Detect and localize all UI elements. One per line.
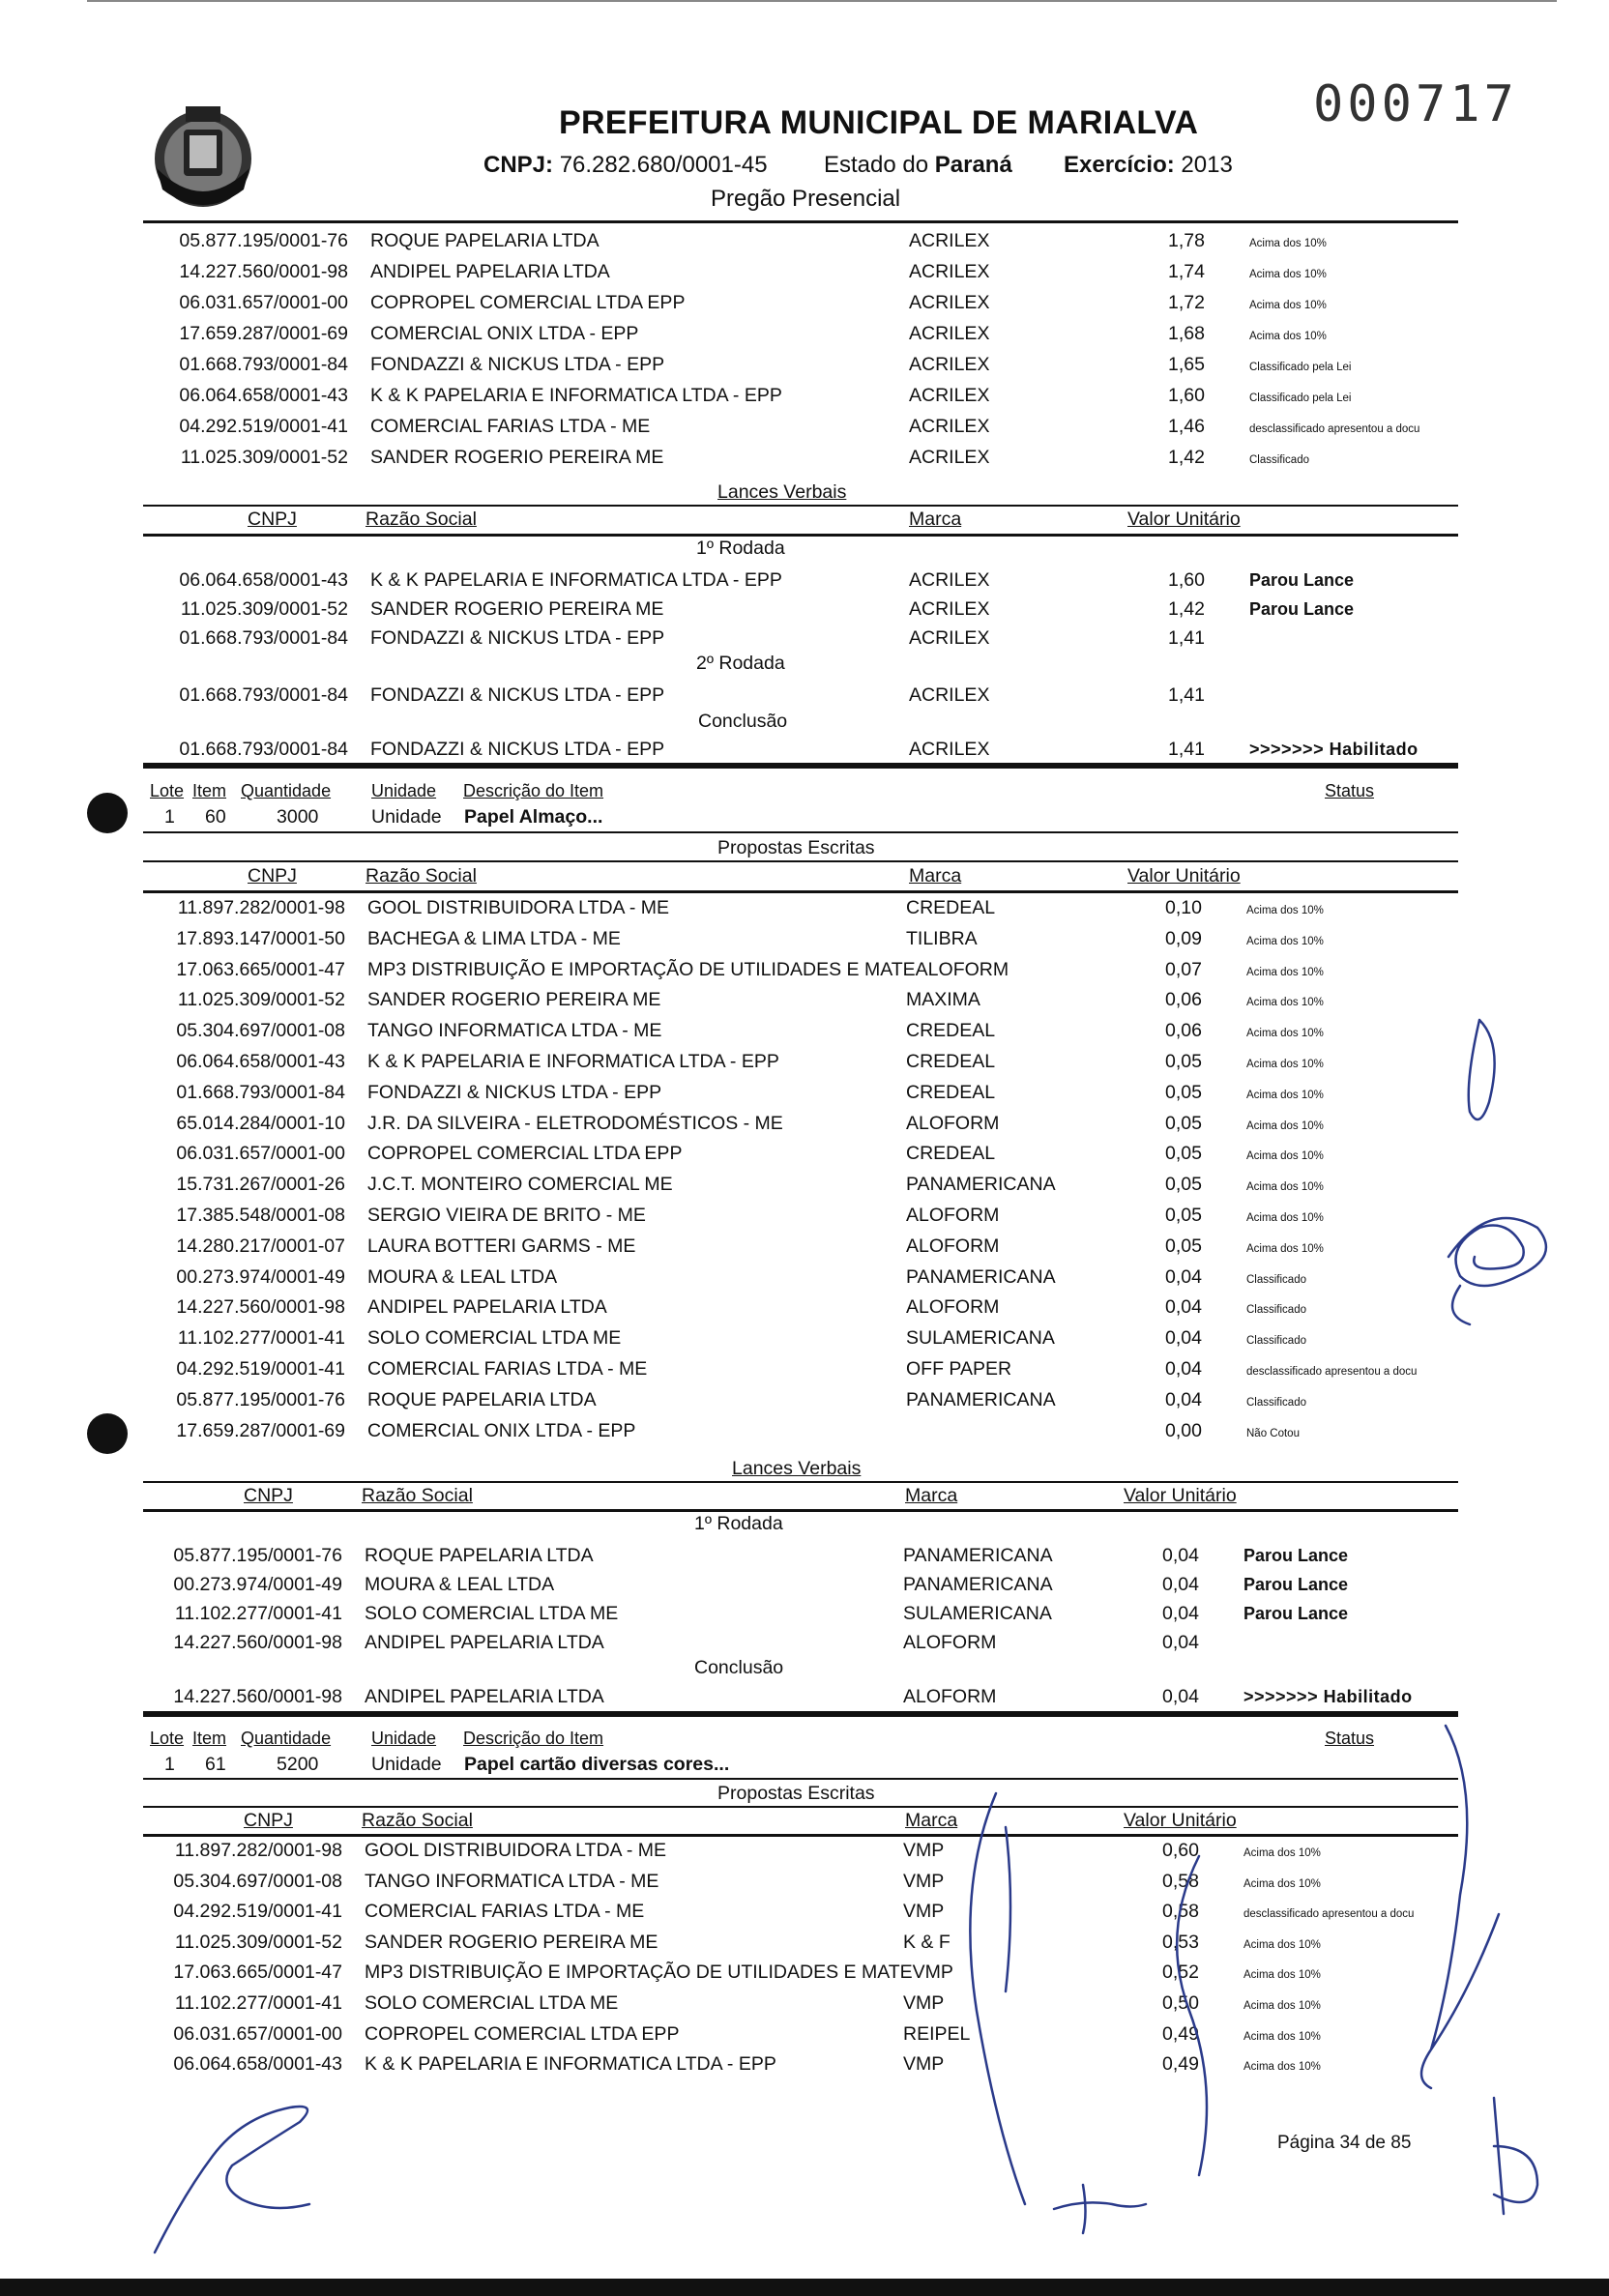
status-cell: >>>>>>> Habilitado	[1249, 740, 1419, 759]
unit-price-cell: 1,72	[1168, 292, 1205, 313]
company-name-cell: COMERCIAL ONIX LTDA - EPP	[370, 323, 639, 344]
brand-cell: ACRILEX	[909, 569, 990, 591]
brand-cell: PANAMERICANA	[906, 1265, 1056, 1288]
company-name-cell: ANDIPEL PAPELARIA LTDA	[365, 1686, 604, 1707]
cnpj-cell: 06.064.658/0001-43	[173, 2053, 342, 2076]
unit-price-cell: 0,04	[1162, 1574, 1199, 1595]
brand-cell: ACRILEX	[909, 323, 990, 344]
company-name-cell: COMERCIAL ONIX LTDA - EPP	[367, 1419, 636, 1441]
cnpj-cell: 04.292.519/0001-41	[176, 1358, 345, 1380]
company-name-cell: COMERCIAL FARIAS LTDA - ME	[365, 1901, 645, 1923]
unit-price-cell: 0,05	[1165, 1143, 1202, 1165]
status-cell: Parou Lance	[1249, 599, 1355, 619]
company-name-cell: ROQUE PAPELARIA LTDA	[365, 1545, 594, 1566]
cnpj-cell: 14.227.560/0001-98	[176, 1296, 345, 1319]
company-name-cell: J.C.T. MONTEIRO COMERCIAL ME	[367, 1174, 673, 1196]
brand-cell: ACRILEX	[909, 447, 990, 468]
header-valor-unitario: Valor Unitário	[1127, 509, 1241, 530]
brand-cell: ACRILEX	[909, 739, 990, 760]
cnpj-value: 76.282.680/0001-45	[559, 152, 768, 178]
brand-cell: ACRILEX	[909, 261, 990, 282]
unit-price-cell: 0,06	[1165, 1020, 1202, 1042]
status-cell: desclassificado apresentou a docu	[1246, 1366, 1418, 1378]
header-marca: Marca	[909, 509, 962, 530]
cnpj-cell: 05.304.697/0001-08	[176, 1020, 345, 1042]
unit-price-cell: 0,09	[1165, 927, 1202, 949]
section-lances-verbais: Lances Verbais	[717, 481, 847, 503]
company-name-cell: ANDIPEL PAPELARIA LTDA	[370, 261, 610, 282]
header-status: Status	[1325, 1729, 1375, 1748]
brand-cell: PANAMERICANA	[903, 1545, 1053, 1566]
status-cell: Acima dos 10%	[1246, 1212, 1324, 1224]
conclusion-label: Conclusão	[698, 711, 788, 732]
company-name-cell: SERGIO VIEIRA DE BRITO - ME	[367, 1205, 646, 1226]
status-cell: Acima dos 10%	[1246, 1028, 1324, 1040]
status-cell: Acima dos 10%	[1246, 997, 1324, 1009]
brand-cell: CREDEAL	[906, 897, 996, 918]
company-name-cell: TANGO INFORMATICA LTDA - ME	[367, 1020, 662, 1042]
status-cell: Parou Lance	[1243, 1575, 1349, 1594]
unit-price-cell: 0,05	[1165, 1051, 1202, 1072]
round-1-label: 1º Rodada	[694, 1513, 783, 1534]
brand-cell: ACRILEX	[909, 416, 990, 437]
brand-cell: CREDEAL	[906, 1051, 996, 1072]
company-name-cell: COMERCIAL FARIAS LTDA - ME	[367, 1358, 648, 1380]
status-cell: Acima dos 10%	[1243, 2061, 1321, 2074]
header-item: Item	[192, 781, 227, 800]
cnpj-cell: 17.659.287/0001-69	[176, 1419, 345, 1441]
cnpj-cell: 05.877.195/0001-76	[179, 230, 348, 251]
company-name-cell: FONDAZZI & NICKUS LTDA - EPP	[370, 354, 665, 375]
unit-price-cell: 0,60	[1162, 1840, 1199, 1861]
status-cell: Acima dos 10%	[1246, 935, 1324, 947]
header-razao-social: Razão Social	[366, 509, 477, 530]
header-cnpj: CNPJ	[244, 1810, 293, 1831]
status-cell: Acima dos 10%	[1246, 1089, 1324, 1101]
brand-cell: ALOFORM	[903, 1686, 997, 1707]
brand-cell: VMP	[903, 1840, 945, 1861]
header-unidade: Unidade	[371, 1729, 437, 1748]
brand-cell: SULAMERICANA	[906, 1327, 1055, 1350]
company-name-cell: SANDER ROGERIO PEREIRA ME	[365, 1931, 658, 1953]
round-2-label: 2º Rodada	[696, 653, 785, 674]
header-razao-social: Razão Social	[366, 865, 477, 886]
company-name-cell: FONDAZZI & NICKUS LTDA - EPP	[370, 627, 665, 649]
company-name-cell: SANDER ROGERIO PEREIRA ME	[367, 989, 661, 1011]
company-name-cell: MOURA & LEAL LTDA	[365, 1574, 555, 1595]
cnpj-label: CNPJ: 76.282.680/0001-45	[483, 152, 768, 178]
header-cnpj: CNPJ	[248, 509, 297, 530]
unit: Unidade	[371, 1754, 442, 1775]
company-name-cell: FONDAZZI & NICKUS LTDA - EPP	[370, 739, 665, 760]
status-cell: Acima dos 10%	[1249, 269, 1327, 280]
status-cell: Classificado pela Lei	[1249, 362, 1352, 373]
company-name-cell: J.R. DA SILVEIRA - ELETRODOMÉSTICOS - ME	[367, 1112, 783, 1134]
unit-price-cell: 1,68	[1168, 323, 1205, 344]
cnpj-cell: 11.102.277/0001-41	[174, 1603, 342, 1624]
header-marca: Marca	[905, 1485, 958, 1506]
unit-price-cell: 0,52	[1162, 1962, 1199, 1984]
brand-cell: ALOFORM	[906, 1112, 1000, 1134]
header-valor-unitario: Valor Unitário	[1124, 1810, 1237, 1831]
header-status: Status	[1325, 781, 1375, 800]
section-lances-verbais: Lances Verbais	[732, 1458, 862, 1479]
brand-cell: K & F	[903, 1931, 951, 1953]
cnpj-cell: 17.659.287/0001-69	[179, 323, 348, 344]
item-number: 60	[205, 806, 226, 828]
status-cell: Acima dos 10%	[1243, 2030, 1321, 2043]
status-cell: Acima dos 10%	[1246, 905, 1324, 916]
cnpj-cell: 11.897.282/0001-98	[174, 1840, 342, 1861]
status-cell: Classificado	[1246, 1396, 1306, 1409]
brand-cell: VMP	[903, 1992, 945, 2014]
company-name-cell: MOURA & LEAL LTDA	[367, 1265, 558, 1288]
unit-price-cell: 0,53	[1162, 1931, 1199, 1953]
unit-price-cell: 0,04	[1162, 1686, 1199, 1707]
cnpj-cell: 00.273.974/0001-49	[176, 1265, 345, 1288]
brand-cell: VMP	[903, 1870, 945, 1892]
unit-price-cell: 0,04	[1162, 1603, 1199, 1624]
brand-cell: CREDEAL	[906, 1020, 996, 1042]
company-name-cell: COMERCIAL FARIAS LTDA - ME	[370, 416, 651, 437]
brand-cell: ACRILEX	[909, 292, 990, 313]
unit-price-cell: 0,05	[1165, 1081, 1202, 1103]
brand-cell: ALOFORM	[906, 1235, 1000, 1257]
unit-price-cell: 0,04	[1162, 1545, 1199, 1566]
status-cell: Acima dos 10%	[1246, 1119, 1324, 1132]
brand-cell: ACRILEX	[909, 598, 990, 620]
unit-price-cell: 0,50	[1162, 1992, 1199, 2014]
unit-price-cell: 0,06	[1165, 989, 1202, 1011]
cnpj-cell: 14.227.560/0001-98	[179, 261, 348, 282]
unit-price-cell: 0,00	[1165, 1419, 1202, 1441]
header-marca: Marca	[909, 865, 962, 886]
status-cell: Parou Lance	[1243, 1604, 1349, 1623]
cnpj-cell: 01.668.793/0001-84	[179, 684, 348, 706]
cnpj-cell: 11.025.309/0001-52	[180, 598, 348, 620]
status-cell: Acima dos 10%	[1249, 331, 1327, 342]
cnpj-cell: 01.668.793/0001-84	[176, 1081, 345, 1103]
item-description: Papel Almaço...	[464, 806, 603, 828]
brand-cell: PANAMERICANA	[906, 1174, 1056, 1196]
status-cell: Classificado pela Lei	[1249, 392, 1352, 404]
company-name-cell: BACHEGA & LIMA LTDA - ME	[367, 927, 621, 949]
page-title: PREFEITURA MUNICIPAL DE MARIALVA	[559, 104, 1199, 141]
unit-price-cell: 1,46	[1168, 416, 1205, 437]
unit-price-cell: 0,58	[1162, 1901, 1199, 1923]
cnpj-cell: 65.014.284/0001-10	[176, 1112, 345, 1134]
brand-cell: PANAMERICANA	[903, 1574, 1053, 1595]
status-cell: Acima dos 10%	[1243, 1969, 1321, 1982]
cnpj-cell: 06.031.657/0001-00	[173, 2022, 342, 2045]
cnpj-cell: 11.025.309/0001-52	[177, 989, 345, 1011]
unit-price-cell: 1,60	[1168, 385, 1205, 406]
header-lote: Lote	[150, 781, 185, 800]
brand-cell: TILIBRA	[906, 927, 978, 949]
unit-price-cell: 0,04	[1165, 1358, 1202, 1380]
brand-cell: ALOFORM	[906, 1296, 1000, 1319]
section-propostas-escritas: Propostas Escritas	[717, 837, 875, 858]
brand-cell: CREDEAL	[906, 1081, 996, 1103]
unit-price-cell: 1,41	[1168, 739, 1205, 760]
conclusion-label: Conclusão	[694, 1657, 784, 1678]
header-razao-social: Razão Social	[362, 1810, 473, 1831]
cnpj-cell: 05.877.195/0001-76	[176, 1388, 345, 1410]
cnpj-cell: 06.064.658/0001-43	[176, 1051, 345, 1072]
lot-number: 1	[164, 806, 175, 828]
company-name-cell: K & K PAPELARIA E INFORMATICA LTDA - EPP	[370, 385, 782, 406]
unit-price-cell: 0,05	[1165, 1235, 1202, 1257]
status-cell: Acima dos 10%	[1243, 1938, 1321, 1951]
brand-cell: PANAMERICANA	[906, 1388, 1056, 1410]
cnpj-cell: 14.280.217/0001-07	[176, 1235, 345, 1257]
brand-cell: ALOFORM	[906, 1205, 1000, 1226]
header-quantidade: Quantidade	[241, 1729, 332, 1748]
company-name-cell: SOLO COMERCIAL LTDA ME	[367, 1327, 622, 1350]
header-descricao: Descrição do Item	[463, 1729, 604, 1748]
cnpj-cell: 05.304.697/0001-08	[173, 1870, 342, 1892]
company-name-cell: GOOL DISTRIBUIDORA LTDA - ME	[365, 1840, 667, 1861]
company-name-cell: COPROPEL COMERCIAL LTDA EPP	[365, 2022, 680, 2045]
header-lote: Lote	[150, 1729, 185, 1748]
status-cell: Não Cotou	[1246, 1427, 1300, 1439]
cnpj-cell: 00.273.974/0001-49	[173, 1574, 342, 1595]
cnpj-cell: 17.063.665/0001-47	[173, 1962, 342, 1984]
company-name-cell: SOLO COMERCIAL LTDA ME	[365, 1603, 619, 1624]
company-name-cell: ROQUE PAPELARIA LTDA	[367, 1388, 597, 1410]
header-valor-unitario: Valor Unitário	[1124, 1485, 1237, 1506]
brand-cell: ACRILEX	[909, 627, 990, 649]
section-propostas-escritas: Propostas Escritas	[717, 1783, 875, 1804]
unit-price-cell: 0,04	[1165, 1327, 1202, 1350]
status-cell: Parou Lance	[1243, 1546, 1349, 1565]
company-name-cell: SOLO COMERCIAL LTDA ME	[365, 1992, 619, 2014]
header-item: Item	[192, 1729, 227, 1748]
cnpj-cell: 01.668.793/0001-84	[179, 354, 348, 375]
header-quantidade: Quantidade	[241, 781, 332, 800]
unit-price-cell: 1,60	[1168, 569, 1205, 591]
unit-price-cell: 1,78	[1168, 230, 1205, 251]
status-cell: desclassificado apresentou a docu	[1243, 1908, 1415, 1921]
cnpj-cell: 11.025.309/0001-52	[180, 447, 348, 468]
company-name-cell: SANDER ROGERIO PEREIRA ME	[370, 598, 664, 620]
company-name-cell: K & K PAPELARIA E INFORMATICA LTDA - EPP	[370, 569, 782, 591]
cnpj-cell: 14.227.560/0001-98	[173, 1686, 342, 1707]
company-name-cell: TANGO INFORMATICA LTDA - ME	[365, 1870, 659, 1892]
company-name-cell: ROQUE PAPELARIA LTDA	[370, 230, 600, 251]
company-name-cell: COPROPEL COMERCIAL LTDA EPP	[367, 1143, 683, 1165]
cnpj-cell: 05.877.195/0001-76	[173, 1545, 342, 1566]
company-name-cell: FONDAZZI & NICKUS LTDA - EPP	[370, 684, 665, 706]
exercise-info: Exercício: 2013	[1064, 152, 1233, 178]
cnpj-cell: 15.731.267/0001-26	[176, 1174, 345, 1196]
cnpj-cell: 06.031.657/0001-00	[179, 292, 348, 313]
brand-cell: ALOFORM	[903, 1632, 997, 1653]
unit-price-cell: 0,05	[1165, 1112, 1202, 1134]
brand-cell: ACRILEX	[909, 230, 990, 251]
company-name-cell: K & K PAPELARIA E INFORMATICA LTDA - EPP	[365, 2053, 776, 2076]
status-cell: Acima dos 10%	[1249, 238, 1327, 249]
cnpj-cell: 11.897.282/0001-98	[177, 897, 345, 918]
company-name-cell: SANDER ROGERIO PEREIRA ME	[370, 447, 664, 468]
company-name-cell: COPROPEL COMERCIAL LTDA EPP	[370, 292, 686, 313]
status-cell: Classificado	[1249, 454, 1309, 466]
quantity: 5200	[277, 1754, 319, 1775]
header-descricao: Descrição do Item	[463, 781, 604, 800]
header-cnpj: CNPJ	[248, 865, 297, 886]
unit-price-cell: 0,07	[1165, 958, 1202, 980]
brand-cell: SULAMERICANA	[903, 1603, 1052, 1624]
unit-price-cell: 0,05	[1165, 1174, 1202, 1196]
brand-cell: REIPEL	[903, 2022, 971, 2045]
status-cell: >>>>>>> Habilitado	[1243, 1687, 1413, 1706]
status-cell: Classificado	[1246, 1304, 1306, 1317]
quantity: 3000	[277, 806, 319, 828]
cnpj-cell: 06.031.657/0001-00	[176, 1143, 345, 1165]
status-cell: Acima dos 10%	[1246, 1242, 1324, 1255]
header-valor-unitario: Valor Unitário	[1127, 865, 1241, 886]
unit-price-cell: 0,04	[1165, 1388, 1202, 1410]
round-1-label: 1º Rodada	[696, 538, 785, 559]
header-marca: Marca	[905, 1810, 958, 1831]
unit-price-cell: 0,05	[1165, 1205, 1202, 1226]
company-name-cell: FONDAZZI & NICKUS LTDA - EPP	[367, 1081, 662, 1103]
cnpj-cell: 17.385.548/0001-08	[176, 1205, 345, 1226]
unit-price-cell: 1,65	[1168, 354, 1205, 375]
scan-edge	[0, 2279, 1609, 2296]
item-description: Papel cartão diversas cores...	[464, 1754, 730, 1775]
cnpj-cell: 11.025.309/0001-52	[174, 1931, 342, 1953]
lot-number: 1	[164, 1754, 175, 1775]
unit-price-cell: 0,49	[1162, 2053, 1199, 2076]
status-cell: Acima dos 10%	[1246, 966, 1324, 978]
brand-cell: VMP	[903, 1901, 945, 1923]
brand-cell: ACRILEX	[909, 385, 990, 406]
header-razao-social: Razão Social	[362, 1485, 473, 1506]
cnpj-cell: 01.668.793/0001-84	[179, 739, 348, 760]
unit-price-cell: 1,41	[1168, 684, 1205, 706]
company-name-cell: ANDIPEL PAPELARIA LTDA	[367, 1296, 607, 1319]
unit-price-cell: 0,04	[1162, 1632, 1199, 1653]
brand-cell: ACRILEX	[909, 684, 990, 706]
cnpj-cell: 04.292.519/0001-41	[179, 416, 348, 437]
status-cell: Acima dos 10%	[1243, 1877, 1321, 1890]
cnpj-cell: 17.063.665/0001-47	[176, 958, 345, 980]
status-cell: Classificado	[1246, 1273, 1306, 1286]
state-info: Estado do Paraná	[824, 152, 1012, 178]
status-cell: Acima dos 10%	[1246, 1059, 1324, 1070]
unit-price-cell: 0,10	[1165, 897, 1202, 918]
brand-cell: VMP	[903, 2053, 945, 2076]
modality: Pregão Presencial	[711, 186, 901, 212]
company-name-cell: ANDIPEL PAPELARIA LTDA	[365, 1632, 604, 1653]
unit-price-cell: 1,41	[1168, 627, 1205, 649]
company-name-cell: MP3 DISTRIBUIÇÃO E IMPORTAÇÃO DE UTILIDADES E MATEVMP	[365, 1962, 953, 1984]
brand-cell: MAXIMA	[906, 989, 980, 1011]
company-name-cell: MP3 DISTRIBUIÇÃO E IMPORTAÇÃO DE UTILIDADES E MATEALOFORM	[367, 958, 1009, 980]
status-cell: Classificado	[1246, 1335, 1306, 1348]
status-cell: Acima dos 10%	[1246, 1150, 1324, 1163]
cnpj-cell: 14.227.560/0001-98	[173, 1632, 342, 1653]
cnpj-cell: 11.102.277/0001-41	[174, 1992, 342, 2014]
unit-price-cell: 1,42	[1168, 598, 1205, 620]
status-cell: Parou Lance	[1249, 570, 1355, 590]
exercise-value: 2013	[1181, 152, 1233, 178]
sequence-stamp: 000717	[1313, 75, 1518, 133]
status-cell: Acima dos 10%	[1243, 1847, 1321, 1859]
status-cell: desclassificado apresentou a docu	[1249, 423, 1420, 435]
cnpj-cell: 11.102.277/0001-41	[177, 1327, 345, 1350]
company-name-cell: GOOL DISTRIBUIDORA LTDA - ME	[367, 897, 670, 918]
unit-price-cell: 0,04	[1165, 1265, 1202, 1288]
unit-price-cell: 0,58	[1162, 1870, 1199, 1892]
cnpj-cell: 06.064.658/0001-43	[179, 569, 348, 591]
status-cell: Acima dos 10%	[1246, 1181, 1324, 1194]
header-unidade: Unidade	[371, 781, 437, 800]
status-cell: Acima dos 10%	[1249, 300, 1327, 311]
brand-cell: ACRILEX	[909, 354, 990, 375]
state-name: Paraná	[934, 152, 1012, 178]
unit-price-cell: 0,49	[1162, 2022, 1199, 2045]
company-name-cell: LAURA BOTTERI GARMS - ME	[367, 1235, 636, 1257]
page-number: Página 34 de 85	[1277, 2133, 1412, 2153]
brand-cell: OFF PAPER	[906, 1358, 1012, 1380]
status-cell: Acima dos 10%	[1243, 2000, 1321, 2012]
unit-price-cell: 1,42	[1168, 447, 1205, 468]
header-cnpj: CNPJ	[244, 1485, 293, 1506]
cnpj-cell: 06.064.658/0001-43	[179, 385, 348, 406]
company-name-cell: K & K PAPELARIA E INFORMATICA LTDA - EPP	[367, 1051, 779, 1072]
brand-cell: CREDEAL	[906, 1143, 996, 1165]
unit-price-cell: 1,74	[1168, 261, 1205, 282]
unit: Unidade	[371, 806, 442, 828]
cnpj-cell: 04.292.519/0001-41	[173, 1901, 342, 1923]
item-number: 61	[205, 1754, 226, 1775]
unit-price-cell: 0,04	[1165, 1296, 1202, 1319]
cnpj-cell: 01.668.793/0001-84	[179, 627, 348, 649]
cnpj-cell: 17.893.147/0001-50	[176, 927, 345, 949]
